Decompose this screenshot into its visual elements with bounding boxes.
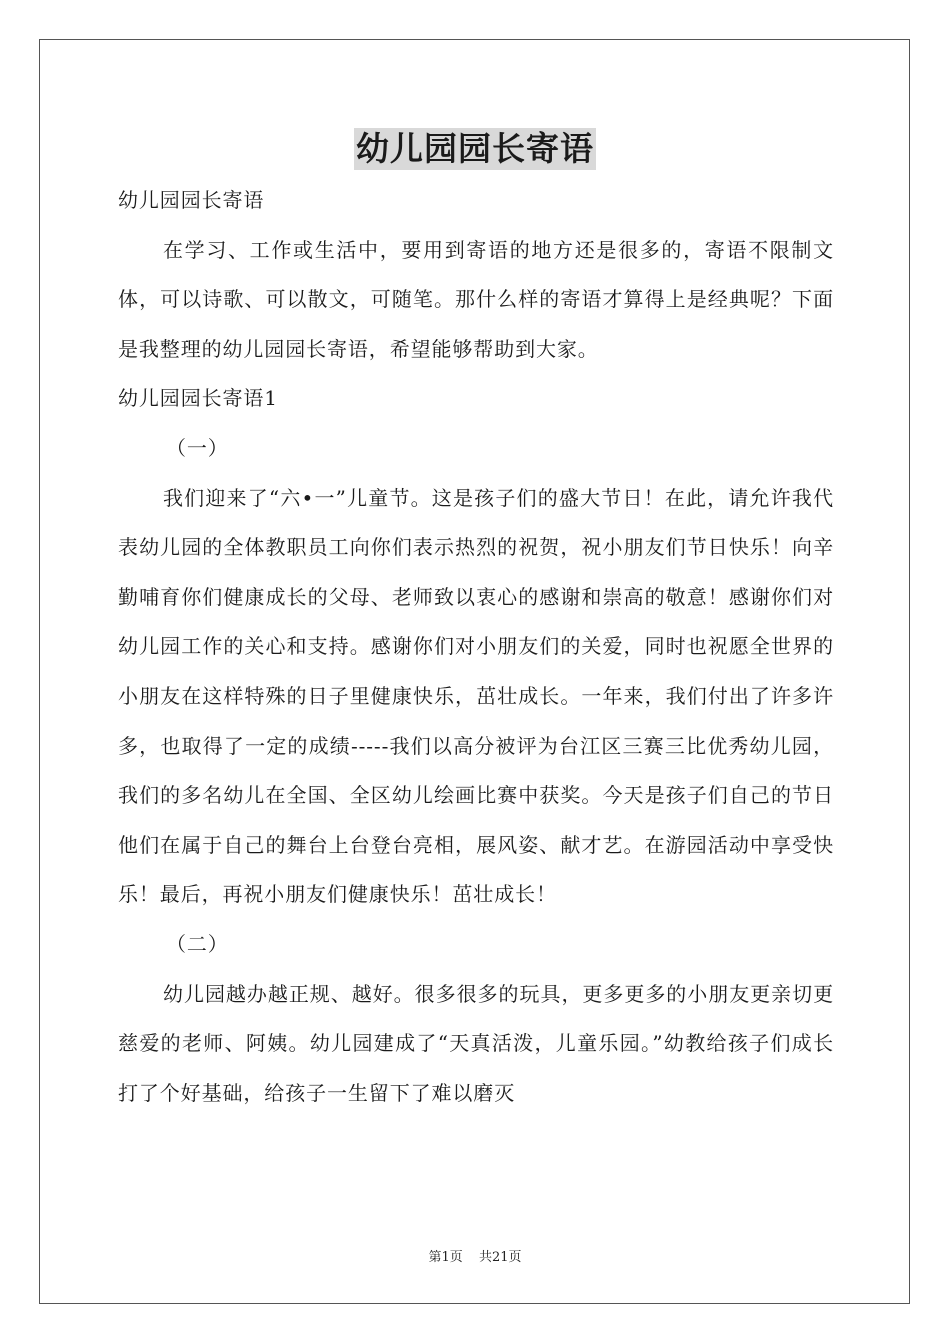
page-total: 共21页 (478, 1250, 522, 1265)
title-container (0, 128, 950, 170)
subtitle-paragraph: 幼儿园园长寄语 (118, 188, 265, 212)
page-number: 第1页 (428, 1250, 463, 1265)
document-title: 幼儿园园长寄语 (356, 129, 594, 168)
part-one-paragraph: 我们迎来了“六•一”儿童节。这是孩子们的盛大节日！在此，请允许我代表幼儿园的全体教职员工向你们表示热烈的祝贺，祝小朋友们节日快乐！向辛勤哺育你们健康成长的父母、老师致以衷心的感谢和崇高的敬意！感谢你们对幼儿园工作的关心和支持。感谢你们对小朋友们的关爱，同时也祝愿全世界的小朋友在这样特殊的日子里健康快乐，茁壮成长。一年来，我们付出了许多许多，也取得了一定的成绩-----我们以高分被评为台江区三赛三比优秀幼儿园，我们的多名幼儿在全国、全区幼儿绘画比赛中获奖。今天是孩子们自己的节日他们在属于自己的舞台上台登台亮相，展风姿、献才艺。在游园活动中享受快乐！最后，再祝小朋友们健康快乐！茁壮成长！ (118, 485, 834, 907)
document-body (118, 176, 834, 1118)
section-heading: 幼儿园园长寄语1 (118, 386, 278, 411)
page-footer (0, 1246, 950, 1265)
part-two-paragraph: 幼儿园越办越正规、越好。很多很多的玩具，更多更多的小朋友更亲切更慈爱的老师、阿姨。幼儿园建成了“天真活泼，儿童乐园。”幼教给孩子们成长打了个好基础，给孩子一生留下了难以磨灭 (118, 981, 834, 1105)
part-two-label: （二） (166, 931, 229, 956)
intro-paragraph: 在学习、工作或生活中，要用到寄语的地方还是很多的，寄语不限制文体，可以诗歌、可以散文，可随笔。那什么样的寄语才算得上是经典呢？下面是我整理的幼儿园园长寄语，希望能够帮助到大家。 (118, 237, 834, 361)
part-one-label: （一） (166, 435, 229, 460)
